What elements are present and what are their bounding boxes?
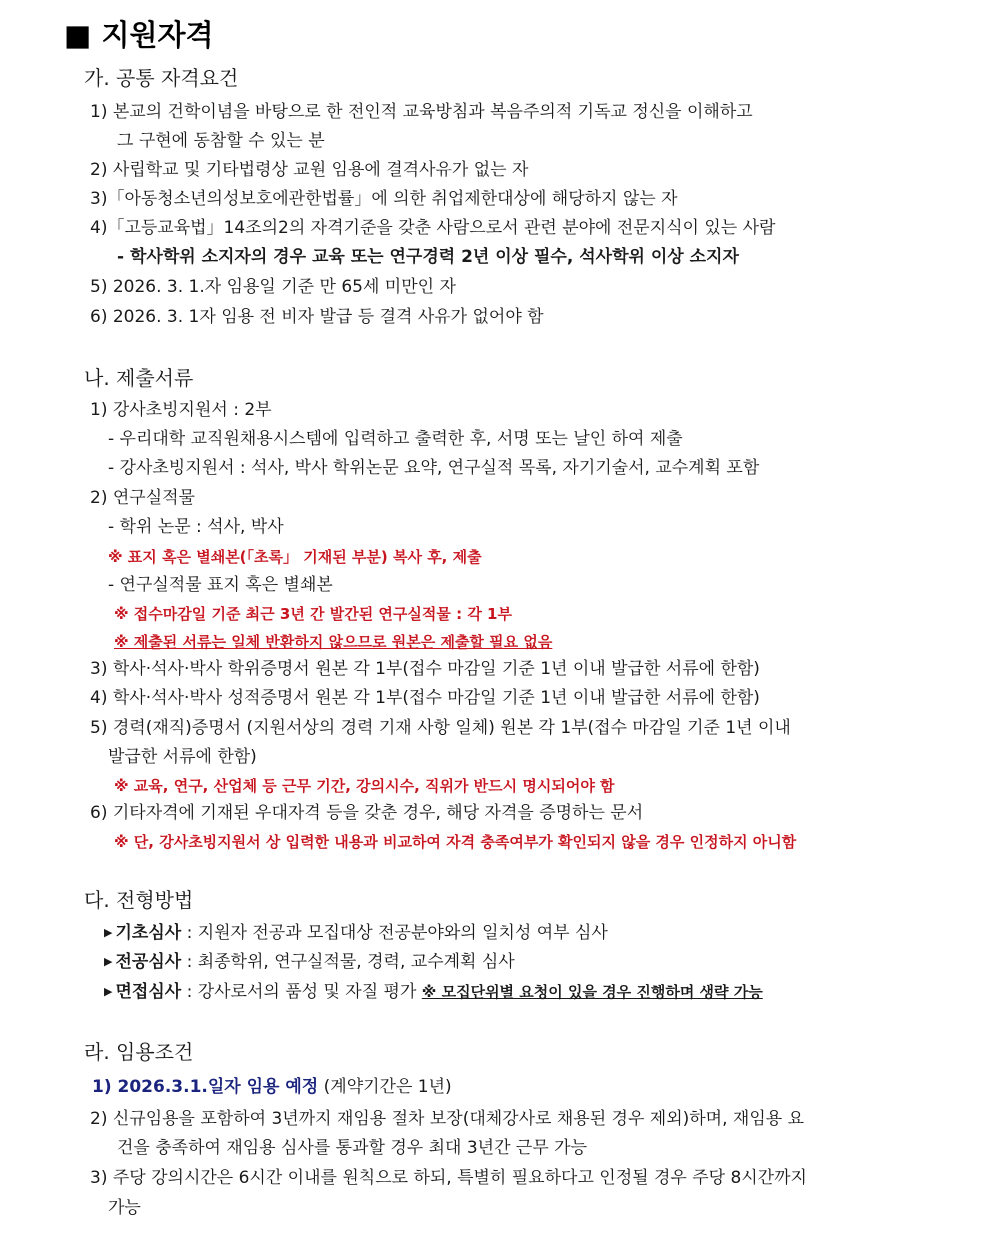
section-heading-ra: 라. 임용조건 (84, 1040, 194, 1064)
ga-item-1: 1) 본교의 건학이념을 바탕으로 한 전인적 교육방침과 복음주의적 기독교 정신을 이해하고 (90, 102, 753, 122)
na-item-5: 5) 경력(재직)증명서 (지원서상의 경력 기재 사항 일체) 원본 각 1부(접수 마감일 기준 1년 이내 (90, 718, 791, 738)
ga-item-4-note: - 학사학위 소지자의 경우 교육 또는 연구경력 2년 이상 필수, 석사학위 이상 소지자 (117, 247, 739, 267)
na-item-2-note-3: ※ 제출된 서류는 일체 반환하지 않으므로 원본은 제출할 필요 없음 (114, 633, 553, 651)
da-item-3-note: ※ 모집단위별 요청이 있을 경우 진행하며 생략 가능 (421, 983, 763, 1001)
na-item-5-cont: 발급한 서류에 한함) (108, 747, 257, 767)
da-item-1 (104, 921, 608, 947)
ra-item-1-plain: (계약기간은 1년) (318, 1077, 452, 1097)
ga-item-5: 5) 2026. 3. 1.자 임용일 기준 만 65세 미만인 자 (90, 277, 456, 297)
ga-item-4: 4)「고등교육법」14조의2의 자격기준을 갖춘 사람으로서 관련 분야에 전문지식이 있는 사람 (90, 218, 776, 238)
ra-item-2-cont: 건을 충족하여 재임용 심사를 통과할 경우 최대 3년간 근무 가능 (117, 1138, 587, 1158)
section-heading-da: 다. 전형방법 (84, 888, 194, 912)
na-item-1: 1) 강사초빙지원서 : 2부 (90, 400, 272, 420)
ga-item-3: 3)「아동청소년의성보호에관한법률」에 의한 취업제한대상에 해당하지 않는 자 (90, 189, 678, 209)
na-item-1-sub-1: - 우리대학 교직원채용시스템에 입력하고 출력한 후, 서명 또는 날인 하여 제출 (108, 429, 683, 449)
ra-item-3: 3) 주당 강의시간은 6시간 이내를 원칙으로 하되, 특별히 필요하다고 인정될 경우 주당 8시간까지 (90, 1168, 807, 1188)
da-item-3-text: : 강사로서의 품성 및 자질 평가 (181, 982, 422, 1002)
na-item-5-note: ※ 교육, 연구, 산업체 등 근무 기간, 강의시수, 직위가 반드시 명시되어야 함 (114, 777, 615, 795)
da-item-1-text: : 지원자 전공과 모집대상 전공분야와의 일치성 여부 심사 (181, 923, 608, 943)
ga-item-1-cont: 그 구현에 동참할 수 있는 분 (117, 131, 325, 151)
na-item-2: 2) 연구실적물 (90, 488, 195, 508)
triangle-bullet-icon: ▶ (104, 985, 113, 998)
ra-item-3-cont: 가능 (108, 1198, 141, 1218)
da-item-2-text: : 최종학위, 연구실적물, 경력, 교수계획 심사 (181, 952, 515, 972)
na-item-2-note-1: ※ 표지 혹은 별쇄본(「초록」 기재된 부분) 복사 후, 제출 (108, 548, 482, 566)
ga-item-6: 6) 2026. 3. 1자 임용 전 비자 발급 등 결격 사유가 없어야 함 (90, 307, 544, 327)
triangle-bullet-icon: ▶ (104, 926, 113, 939)
ra-item-2: 2) 신규임용을 포함하여 3년까지 재임용 절차 보장(대체강사로 채용된 경우 제외)하며, 재임용 요 (90, 1109, 804, 1129)
na-item-1-sub-2: - 강사초빙지원서 : 석사, 박사 학위논문 요약, 연구실적 목록, 자기기술서, 교수계획 포함 (108, 458, 760, 478)
da-item-3-label: 면접심사 (115, 982, 182, 1002)
triangle-bullet-icon: ▶ (104, 955, 113, 968)
ra-item-1 (92, 1075, 452, 1099)
na-item-4: 4) 학사·석사·박사 성적증명서 원본 각 1부(접수 마감일 기준 1년 이내 발급한 서류에 한함) (90, 688, 760, 708)
section-heading-ga: 가. 공통 자격요건 (84, 66, 239, 90)
na-item-2-sub-2: - 연구실적물 표지 혹은 별쇄본 (108, 575, 333, 595)
na-item-6: 6) 기타자격에 기재된 우대자격 등을 갖춘 경우, 해당 자격을 증명하는 문서 (90, 803, 644, 823)
ga-item-2: 2) 사립학교 및 기타법령상 교원 임용에 결격사유가 없는 자 (90, 160, 529, 180)
na-item-6-note: ※ 단, 강사초빙지원서 상 입력한 내용과 비교하여 자격 충족여부가 확인되지 않을 경우 인정하지 아니함 (114, 833, 797, 851)
da-item-2-label: 전공심사 (115, 952, 182, 972)
na-item-3: 3) 학사·석사·박사 학위증명서 원본 각 1부(접수 마감일 기준 1년 이내 발급한 서류에 한함) (90, 659, 760, 679)
section-heading-na: 나. 제출서류 (84, 366, 194, 390)
da-item-2 (104, 950, 515, 976)
ra-item-1-bold: 1) 2026.3.1.일자 임용 예정 (92, 1077, 319, 1097)
page-title: ■ 지원자격 (64, 18, 214, 52)
na-item-2-sub-1: - 학위 논문 : 석사, 박사 (108, 517, 284, 537)
da-item-3 (104, 980, 763, 1006)
da-item-1-label: 기초심사 (115, 923, 182, 943)
na-item-2-note-2: ※ 접수마감일 기준 최근 3년 간 발간된 연구실적물 : 각 1부 (114, 605, 512, 623)
